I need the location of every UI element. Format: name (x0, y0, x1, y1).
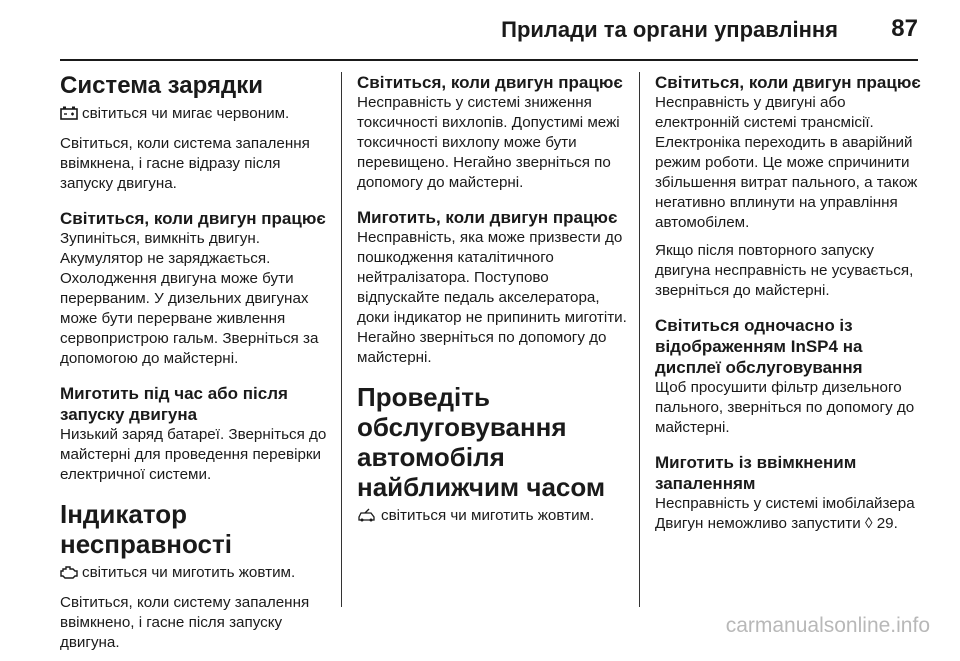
reference-arrow-icon[interactable]: ◊ (864, 515, 873, 532)
paragraph: Щоб просушити фільтр дизельного пального, зверніться по допомогу до майстерні. (655, 379, 915, 436)
subheading: Миготить, коли двигун працює (357, 208, 618, 227)
column-2 (357, 72, 627, 536)
service-indicator-line (357, 506, 627, 528)
immobilizer-text: Несправність у системі імобілайзера Двигун неможливо запустити (655, 495, 915, 532)
charging-indicator-line (60, 104, 332, 126)
malfunction-indicator-line (60, 563, 332, 585)
paragraph: Низький заряд батареї. Зверніться до майстерні для проведення перевірки електричної системи. (60, 426, 327, 483)
paragraph: Світиться, коли система запалення ввімкнена, і гасне відразу після запуску двигуна. (60, 135, 310, 192)
paragraph: Світиться, коли систему запалення ввімкнено, і гасне після запуску двигуна. (60, 594, 310, 651)
paragraph: Якщо після повторного запуску двигуна несправність не усувається, зверніться до майстерні. (655, 242, 914, 299)
charging-system-heading: Система зарядки (60, 72, 263, 99)
subheading: Світиться, коли двигун працює (357, 73, 623, 92)
subheading: Миготить під час або після запуску двигуна (60, 384, 288, 424)
paragraph: Зупиніться, вимкніть двигун. Акумулятор не заряджається. Охолодження двигуна може бути перерваним. У дизельних двигунах може бути перерване живлення сервопристрою гальм. Зверніться за допомогою до майстерні. (60, 230, 319, 367)
column-divider (341, 72, 342, 607)
paragraph: Несправність, яка може призвести до пошкодження каталітичного нейтралізатора. Поступово відпускайте педаль акселератора, доки індикатор не припинить миготіти. Негайно зверніться по допомогу до майстерні. (357, 229, 627, 366)
subheading: Світиться одночасно із відображенням InSP4 на дисплеї обслуговування (655, 316, 863, 377)
page-number: 87 (891, 15, 918, 42)
battery-icon (60, 106, 78, 126)
engine-icon (60, 565, 78, 585)
column-divider (639, 72, 640, 607)
subheading: Світиться, коли двигун працює (655, 73, 921, 92)
paragraph: Несправність у системі зниження токсичності вихлопів. Допустимі межі токсичності вихлопу може бути перевищено. Негайно зверніться по допомогу до майстерні. (357, 94, 620, 191)
paragraph: Несправність у двигуні або електронній системі трансмісії. Електроніка переходить в аварійний режим роботи. Це може спричинити збільшення витрат пального, а також негативно вплинути на управління автомобілем. (655, 94, 918, 231)
reference-page[interactable]: 29. (876, 515, 898, 532)
charging-indicator-text: світиться чи мигає червоним. (82, 105, 290, 122)
header-divider (60, 59, 918, 61)
subheading: Миготить із ввімкненим запаленням (655, 453, 857, 493)
subheading: Світиться, коли двигун працює (60, 209, 326, 228)
service-indicator-text: світиться чи миготить жовтим. (381, 507, 595, 524)
malfunction-indicator-text: світиться чи миготить жовтим. (82, 564, 296, 581)
service-soon-heading: Проведіть обслуговування автомобіля найближчим часом (357, 382, 606, 502)
column-3 (655, 72, 925, 542)
watermark: carmanualsonline.info (725, 614, 930, 637)
wrench-car-icon (357, 508, 377, 528)
malfunction-indicator-heading: Індикатор несправності (60, 499, 232, 559)
paragraph (655, 494, 925, 534)
column-1 (60, 72, 332, 661)
section-title: Прилади та органи управління (501, 17, 838, 42)
page-header (0, 0, 960, 60)
